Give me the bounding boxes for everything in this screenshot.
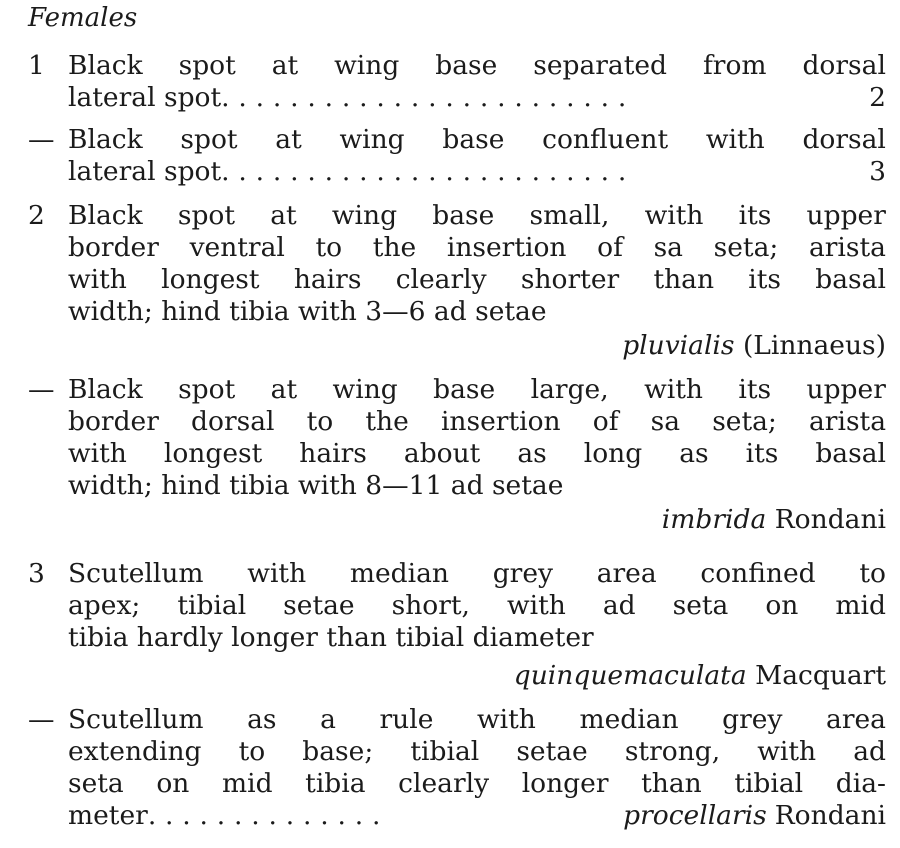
word: spot [177, 200, 236, 231]
lead-text: lateral spot [68, 156, 222, 187]
word: hairs [293, 264, 362, 295]
word: grey [722, 704, 783, 735]
species-line [68, 330, 886, 362]
word: border [68, 232, 159, 263]
key-line [68, 704, 886, 736]
word: long [583, 438, 643, 469]
key-line [68, 406, 886, 438]
word: with [757, 736, 817, 767]
word: its [745, 438, 779, 469]
word: confined [700, 558, 816, 589]
word: base; [302, 736, 374, 767]
key-line [68, 124, 886, 156]
word: spot [180, 124, 238, 155]
word: rule [379, 704, 434, 735]
word: area [826, 704, 886, 735]
word: as [517, 438, 547, 469]
word: about [403, 438, 481, 469]
word: at [270, 374, 298, 405]
word: setae [283, 590, 355, 621]
species-name: pluvialis [622, 330, 735, 361]
word: seta [672, 590, 729, 621]
word: upper [806, 200, 886, 231]
species-name: quinquemaculata [513, 660, 747, 691]
word: seta; [713, 232, 779, 263]
word: longest [163, 438, 263, 469]
word: base [432, 200, 495, 231]
word: shorter [520, 264, 620, 295]
key-line [68, 438, 886, 470]
word: apex; [68, 590, 141, 621]
word: tibial [177, 590, 247, 621]
word: extending [68, 736, 202, 767]
word: setae [516, 736, 588, 767]
word: clearly [398, 768, 490, 799]
word: mid [835, 590, 886, 621]
word: median [579, 704, 679, 735]
key-lead-line [68, 800, 886, 832]
key-line: width; hind tibia with 3—6 ad setae [68, 296, 547, 327]
word: than [641, 768, 702, 799]
word: short, [391, 590, 470, 621]
word: strong, [624, 736, 721, 767]
word: ventral [189, 232, 285, 263]
key-line [68, 590, 886, 622]
word: tibia [305, 768, 366, 799]
lead-text: lateral spot [68, 82, 222, 113]
word: sa [653, 232, 683, 263]
word: wing [334, 50, 400, 81]
section-heading: Females [28, 3, 138, 33]
word: a [320, 704, 336, 735]
key-line [68, 374, 886, 406]
word: with [68, 438, 127, 469]
key-line [68, 768, 886, 800]
couplet-dash: — [28, 124, 55, 155]
word: upper [806, 374, 886, 405]
word: at [270, 200, 297, 231]
word: Scutellum [68, 704, 204, 735]
word: its [738, 200, 772, 231]
word: base [433, 374, 496, 405]
word: area [596, 558, 657, 589]
word: arista [809, 406, 886, 437]
key-line [68, 50, 886, 82]
word: seta [68, 768, 124, 799]
species-author: Rondani [774, 504, 886, 535]
word: clearly [395, 264, 487, 295]
word: wing [332, 374, 398, 405]
word: with [705, 124, 765, 155]
couplet-dash: — [28, 374, 55, 405]
key-line [68, 200, 886, 232]
word: Black [68, 374, 143, 405]
word: Black [68, 200, 143, 231]
word: spot [178, 374, 236, 405]
species-line [68, 660, 886, 692]
word: at [271, 50, 299, 81]
word: with [644, 374, 703, 405]
word: wing [339, 124, 405, 155]
word: seta; [712, 406, 777, 437]
couplet-number: 3 [28, 558, 45, 589]
word: separated [533, 50, 668, 81]
word: to [859, 558, 886, 589]
word: than [653, 264, 715, 295]
key-line [68, 736, 886, 768]
word: ad [853, 736, 886, 767]
word: dia- [835, 768, 886, 799]
leader-dots: . . . . . . . . . . . . . . [147, 800, 381, 831]
key-lead-line [68, 156, 886, 188]
word: as [679, 438, 709, 469]
goto-number: 2 [869, 82, 886, 113]
key-line [68, 232, 886, 264]
word: tibial [734, 768, 804, 799]
word: with [476, 704, 536, 735]
word: its [738, 374, 772, 405]
word: longest [161, 264, 260, 295]
word: on [156, 768, 190, 799]
word: Black [68, 124, 143, 155]
couplet-number: 1 [28, 50, 45, 81]
word: basal [815, 264, 886, 295]
leader-dots: . . . . . . . . . . . . . . . . . . . . . . . . [221, 156, 627, 187]
species-author: (Linnaeus) [742, 330, 886, 361]
word: border [68, 406, 159, 437]
word: to [315, 232, 343, 263]
species-author: Rondani [774, 800, 886, 831]
word: of [597, 232, 623, 263]
lead-text: meter [68, 800, 148, 831]
word: with [506, 590, 566, 621]
word: to [238, 736, 266, 767]
word: with [68, 264, 127, 295]
word: small, [529, 200, 610, 231]
word: Black [68, 50, 143, 81]
word: arista [808, 232, 886, 263]
goto-number: 3 [869, 156, 886, 187]
word: sa [650, 406, 681, 437]
word: as [247, 704, 277, 735]
species-name: imbrida [661, 504, 767, 535]
word: grey [492, 558, 553, 589]
couplet-dash: — [28, 704, 55, 735]
word: Scutellum [68, 558, 204, 589]
word: insertion [446, 232, 567, 263]
word: confluent [542, 124, 669, 155]
key-line [68, 264, 886, 296]
word: with [644, 200, 704, 231]
leader-dots: . . . . . . . . . . . . . . . . . . . . . . . . [221, 82, 627, 113]
word: with [247, 558, 307, 589]
word: at [275, 124, 302, 155]
species-name: procellaris [623, 800, 767, 831]
key-line: tibia hardly longer than tibial diameter [68, 622, 594, 653]
word: dorsal [802, 50, 886, 81]
word: dorsal [191, 406, 275, 437]
word: hairs [299, 438, 367, 469]
word: ad [602, 590, 636, 621]
word: base [435, 50, 498, 81]
word: basal [815, 438, 886, 469]
word: wing [331, 200, 398, 231]
key-line [68, 558, 886, 590]
key-lead-line [68, 82, 886, 114]
word: from [702, 50, 767, 81]
word: large, [530, 374, 609, 405]
word: tibial [410, 736, 480, 767]
word: median [349, 558, 449, 589]
word: the [372, 232, 417, 263]
word: mid [221, 768, 273, 799]
word: to [306, 406, 334, 437]
word: base [442, 124, 505, 155]
word: of [592, 406, 619, 437]
word: the [365, 406, 409, 437]
key-line: width; hind tibia with 8—11 ad setae [68, 470, 564, 501]
word: insertion [440, 406, 561, 437]
word: spot [178, 50, 236, 81]
word: dorsal [802, 124, 886, 155]
species-line [68, 504, 886, 536]
species-author: Macquart [755, 660, 886, 691]
couplet-number: 2 [28, 200, 45, 231]
word: longer [521, 768, 609, 799]
word: on [765, 590, 799, 621]
word: its [748, 264, 782, 295]
